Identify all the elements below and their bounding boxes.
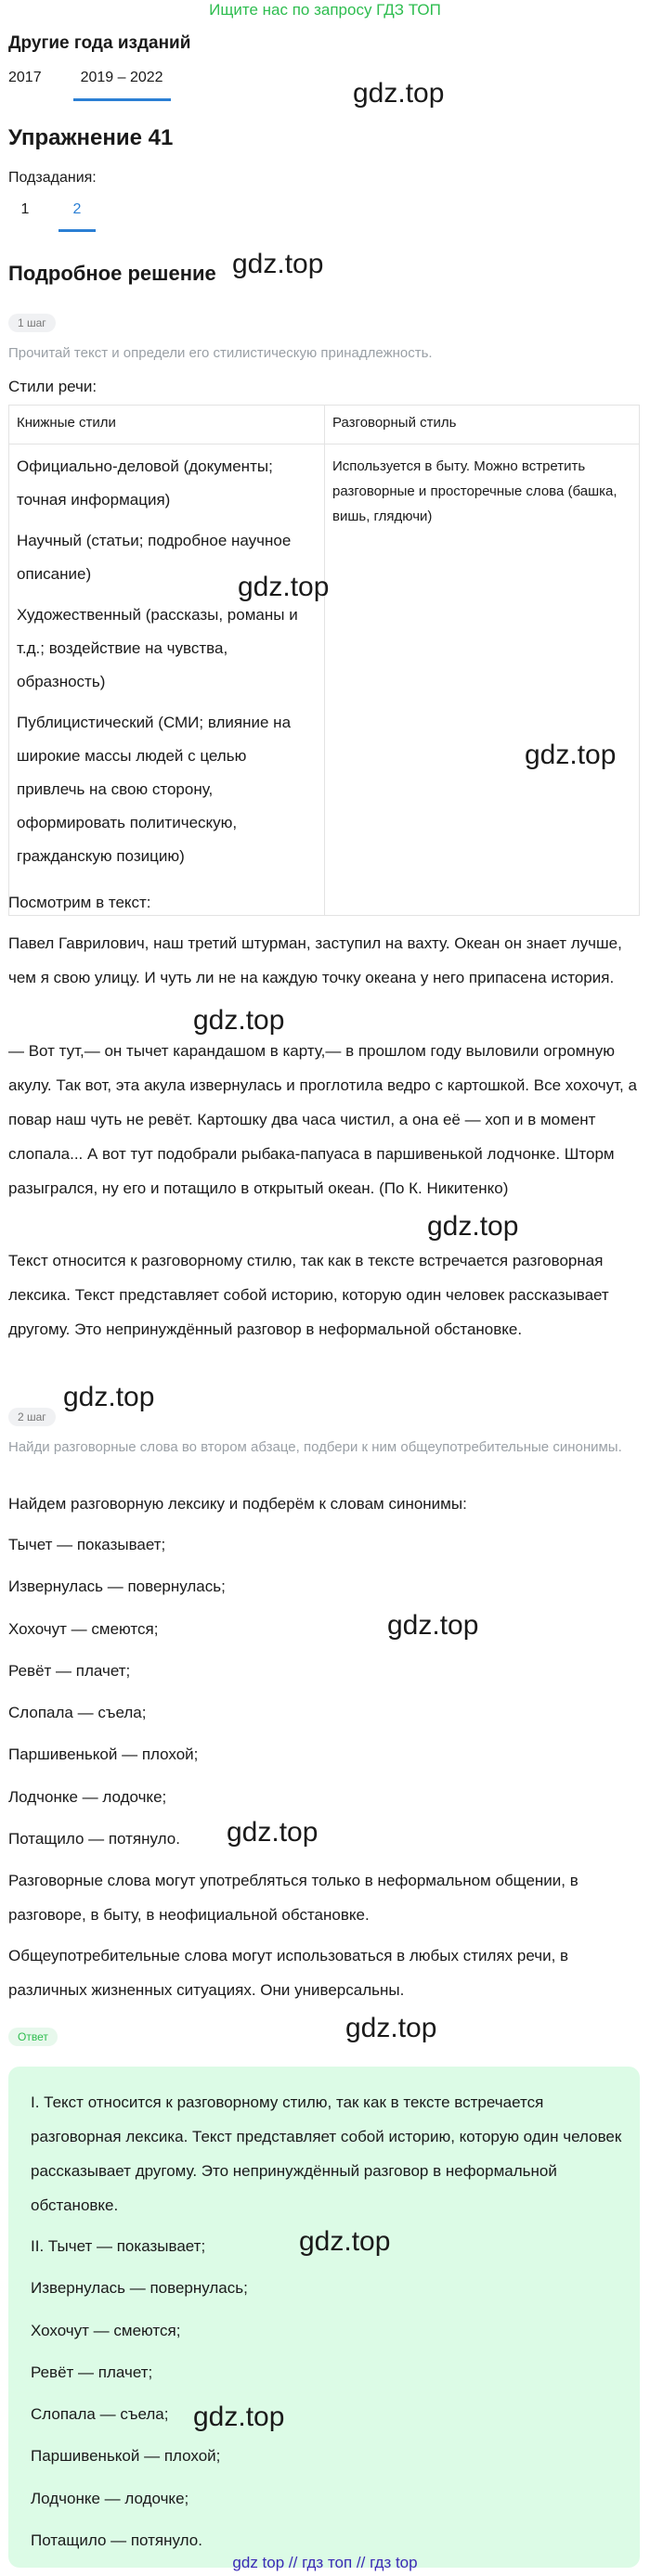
table-header-book: Книжные стили xyxy=(9,406,325,444)
answer-pair: Слопала — съела; xyxy=(31,2405,169,2423)
exercise-title: Упражнение 41 xyxy=(8,125,174,150)
step-1-chip: 1 шаг xyxy=(8,314,56,332)
synonym-pair: Слопала — съела; xyxy=(8,1704,147,1721)
step-2-hint: Найди разговорные слова во втором абзаце, подбери к ним общеупотребительные синонимы. xyxy=(8,1439,622,1455)
speech-styles-table xyxy=(8,405,640,916)
watermark: gdz.top xyxy=(427,1211,519,1242)
answer-pair: II. Тычет — показывает; xyxy=(31,2237,206,2255)
synonym-pair: Потащило — потянуло. xyxy=(8,1830,180,1848)
solution-title: Подробное решение xyxy=(8,262,216,285)
look-at-text-label: Посмотрим в текст: xyxy=(8,894,151,911)
colloquial-description: Используется в быту. Можно встретить разговорные и просторечные слова (башка, вишь, глядючи) xyxy=(332,458,618,524)
watermark: gdz.top xyxy=(227,1817,318,1848)
watermark: gdz.top xyxy=(238,572,330,602)
step-1-hint: Прочитай текст и определи его стилистическую принадлежность. xyxy=(8,345,433,361)
synonym-pair: Хохочут — смеются; xyxy=(8,1620,159,1638)
subtasks-label: Подзадания: xyxy=(8,170,97,186)
synonym-pair: Ревёт — плачет; xyxy=(8,1662,131,1680)
step-2-chip: 2 шаг xyxy=(8,1408,56,1426)
step-2-note-common: Общеупотребительные слова могут использоваться в любых стилях речи, в различных жизненных ситуациях. Они универсальны. xyxy=(8,1947,569,1999)
synonym-pair: Извернулась — повернулась; xyxy=(8,1578,226,1595)
watermark: gdz.top xyxy=(193,2402,285,2432)
source-text-paragraph-2: — Вот тут,— он тычет карандашом в карту,— в прошлом году выловили огромную акулу. Так вот, эта акула извернулась и проглотила ведро с картошкой. Все хохочут, а повар наш чуть не ревёт. Картошку два часа чистил, а она её — хоп и в момент слопала... А вот тут подобрали рыбака-папуаса в паршивенькой лодчонке. Шторм разыгрался, ну его и потащило в открытый океан. (По К. Никитенко) xyxy=(8,1042,637,1197)
answer-pair: Ревёт — плачет; xyxy=(31,2363,153,2381)
watermark: gdz.top xyxy=(193,1005,285,1036)
year-tab-2017[interactable]: 2017 xyxy=(8,70,42,85)
answer-box xyxy=(8,2067,640,2568)
styles-label: Стили речи: xyxy=(8,378,98,395)
book-style-artistic: Художественный (рассказы, романы и т.д.; воздействие на чувства, образность) xyxy=(17,606,298,690)
watermark: gdz.top xyxy=(232,249,324,279)
synonym-pair: Тычет — показывает; xyxy=(8,1536,166,1553)
subtask-tab-2[interactable]: 2 xyxy=(58,200,96,232)
answer-pair: Лодчонке — лодочке; xyxy=(31,2490,189,2507)
source-text-paragraph-1: Павел Гаврилович, наш третий штурман, заступил на вахту. Океан он знает лучше, чем я свою улицу. И чуть ли не на каждую точку океана у него припасена история. xyxy=(8,934,622,986)
answer-part-1: I. Текст относится к разговорному стилю, так как в тексте встречается разговорная лексика. Текст представляет собой историю, которую один человек рассказывает другому. Это непринуждённый разговор в неформальной обстановке. xyxy=(31,2093,622,2214)
book-styles-cell xyxy=(9,444,325,916)
step-1-conclusion: Текст относится к разговорному стилю, так как в тексте встречается разговорная лексика. Текст представляет собой историю, которую один человек рассказывает другому. Это непринуждённый разговор в неформальной обстановке. xyxy=(8,1252,609,1338)
book-style-scientific: Научный (статьи; подробное научное описание) xyxy=(17,532,292,583)
watermark: gdz.top xyxy=(63,1382,155,1412)
synonym-pair: Лодчонке — лодочке; xyxy=(8,1788,167,1806)
synonym-pair: Паршивенькой — плохой; xyxy=(8,1745,199,1763)
subtasks-tabs xyxy=(8,200,96,232)
footer-links[interactable]: gdz top // гдз топ // гдз top xyxy=(232,2554,418,2571)
watermark: gdz.top xyxy=(387,1610,479,1641)
book-style-official: Официально-деловой (документы; точная информация) xyxy=(17,457,273,509)
search-promo-link[interactable]: Ищите нас по запросу ГДЗ ТОП xyxy=(209,1,441,19)
answer-pair: Извернулась — повернулась; xyxy=(31,2279,248,2297)
watermark: gdz.top xyxy=(299,2226,391,2257)
watermark: gdz.top xyxy=(353,78,445,109)
answer-pair: Паршивенькой — плохой; xyxy=(31,2447,221,2465)
step-2-intro: Найдем разговорную лексику и подберём к словам синонимы: xyxy=(8,1495,467,1513)
years-tabs xyxy=(8,67,171,101)
answer-chip: Ответ xyxy=(8,2028,58,2046)
watermark: gdz.top xyxy=(525,740,617,770)
other-years-title: Другие года изданий xyxy=(8,33,191,53)
subtask-tab-1[interactable]: 1 xyxy=(20,201,30,217)
book-style-journalistic: Публицистический (СМИ; влияние на широкие массы людей с целью привлечь на свою сторону, оформировать политическую, гражданскую позицию) xyxy=(17,714,292,865)
answer-pair: Потащило — потянуло. xyxy=(31,2531,202,2549)
year-tab-2019-2022[interactable]: 2019 – 2022 xyxy=(73,67,171,101)
answer-pair: Хохочут — смеются; xyxy=(31,2322,181,2339)
watermark: gdz.top xyxy=(345,2013,437,2043)
step-2-note-colloquial: Разговорные слова могут употребляться только в неформальном общении, в разговоре, в быту, в неофициальной обстановке. xyxy=(8,1872,578,1924)
colloquial-style-cell xyxy=(325,444,640,916)
table-header-colloquial: Разговорный стиль xyxy=(325,406,640,444)
